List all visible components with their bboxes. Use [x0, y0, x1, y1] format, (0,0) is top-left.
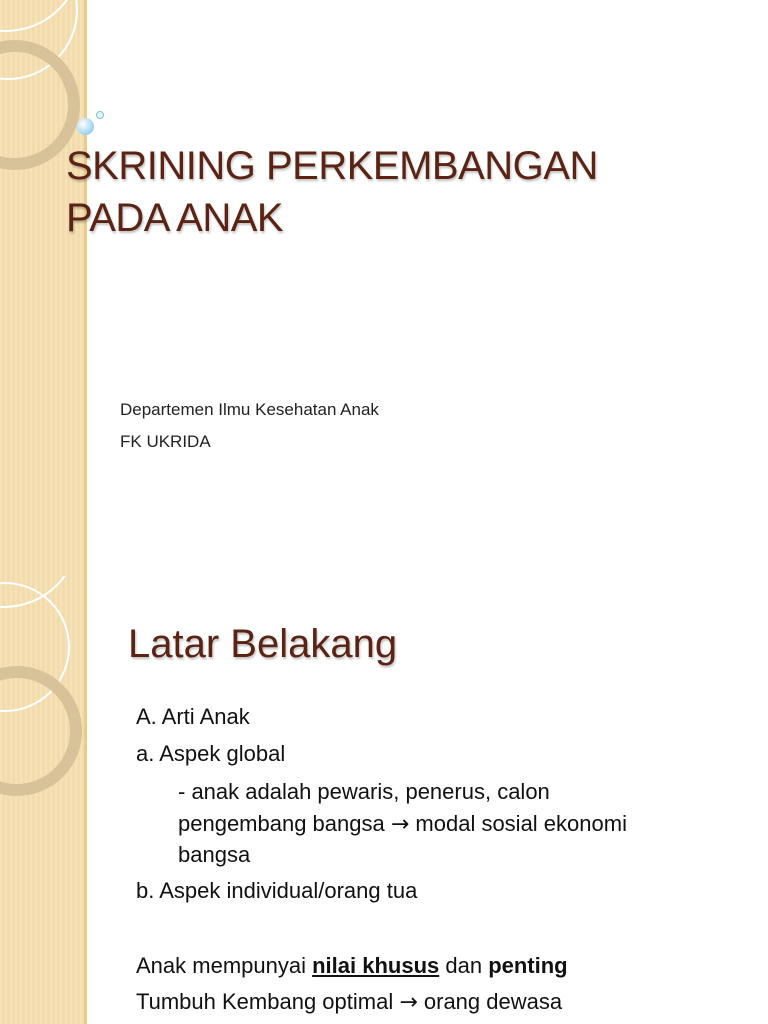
faculty-name: FK UKRIDA: [120, 432, 211, 451]
value-key-nilai-khusus: nilai khusus: [312, 953, 440, 978]
slide-title: Latar Belakang: [128, 622, 398, 666]
department-name: Departemen Ilmu Kesehatan Anak: [120, 400, 379, 419]
decorative-sidebar: [0, 576, 84, 1024]
value-mid: dan: [439, 953, 489, 978]
value-statement: [136, 953, 568, 979]
slide-title: [66, 140, 598, 244]
global-detail-line3: bangsa: [178, 842, 251, 867]
sidebar-edge: [84, 576, 87, 1024]
growth-statement: [136, 989, 562, 1015]
growth-start: Tumbuh Kembang optimal: [136, 989, 400, 1014]
global-detail-line1: - anak adalah pewaris, penerus, calon: [178, 779, 550, 804]
sidebar-edge: [84, 0, 87, 576]
value-prefix: Anak mempunyai: [136, 953, 313, 978]
decorative-ring: [0, 666, 82, 796]
arrow-icon: →: [399, 990, 418, 1015]
list-item-arti-anak: A. Arti Anak: [136, 704, 250, 729]
global-line2-start: pengembang bangsa: [178, 811, 391, 836]
value-key-penting: penting: [488, 953, 568, 978]
list-item-aspek-individual: b. Aspek individual/orang tua: [136, 878, 418, 903]
arrow-icon: →: [390, 812, 410, 837]
decorative-bubble: [77, 118, 94, 135]
list-item-aspek-global: a. Aspek global: [136, 741, 286, 766]
slide-title-line1: SKRINING PERKEMBANGAN: [66, 144, 598, 188]
decorative-sidebar: [0, 0, 84, 576]
global-detail-line2: [178, 811, 627, 837]
global-line2-end: modal sosial ekonomi: [409, 811, 627, 836]
slide-title-line2: PADA ANAK: [66, 196, 284, 240]
decorative-bubble: [96, 111, 104, 119]
content-slide: [0, 576, 768, 1024]
growth-end: orang dewasa: [417, 989, 563, 1014]
